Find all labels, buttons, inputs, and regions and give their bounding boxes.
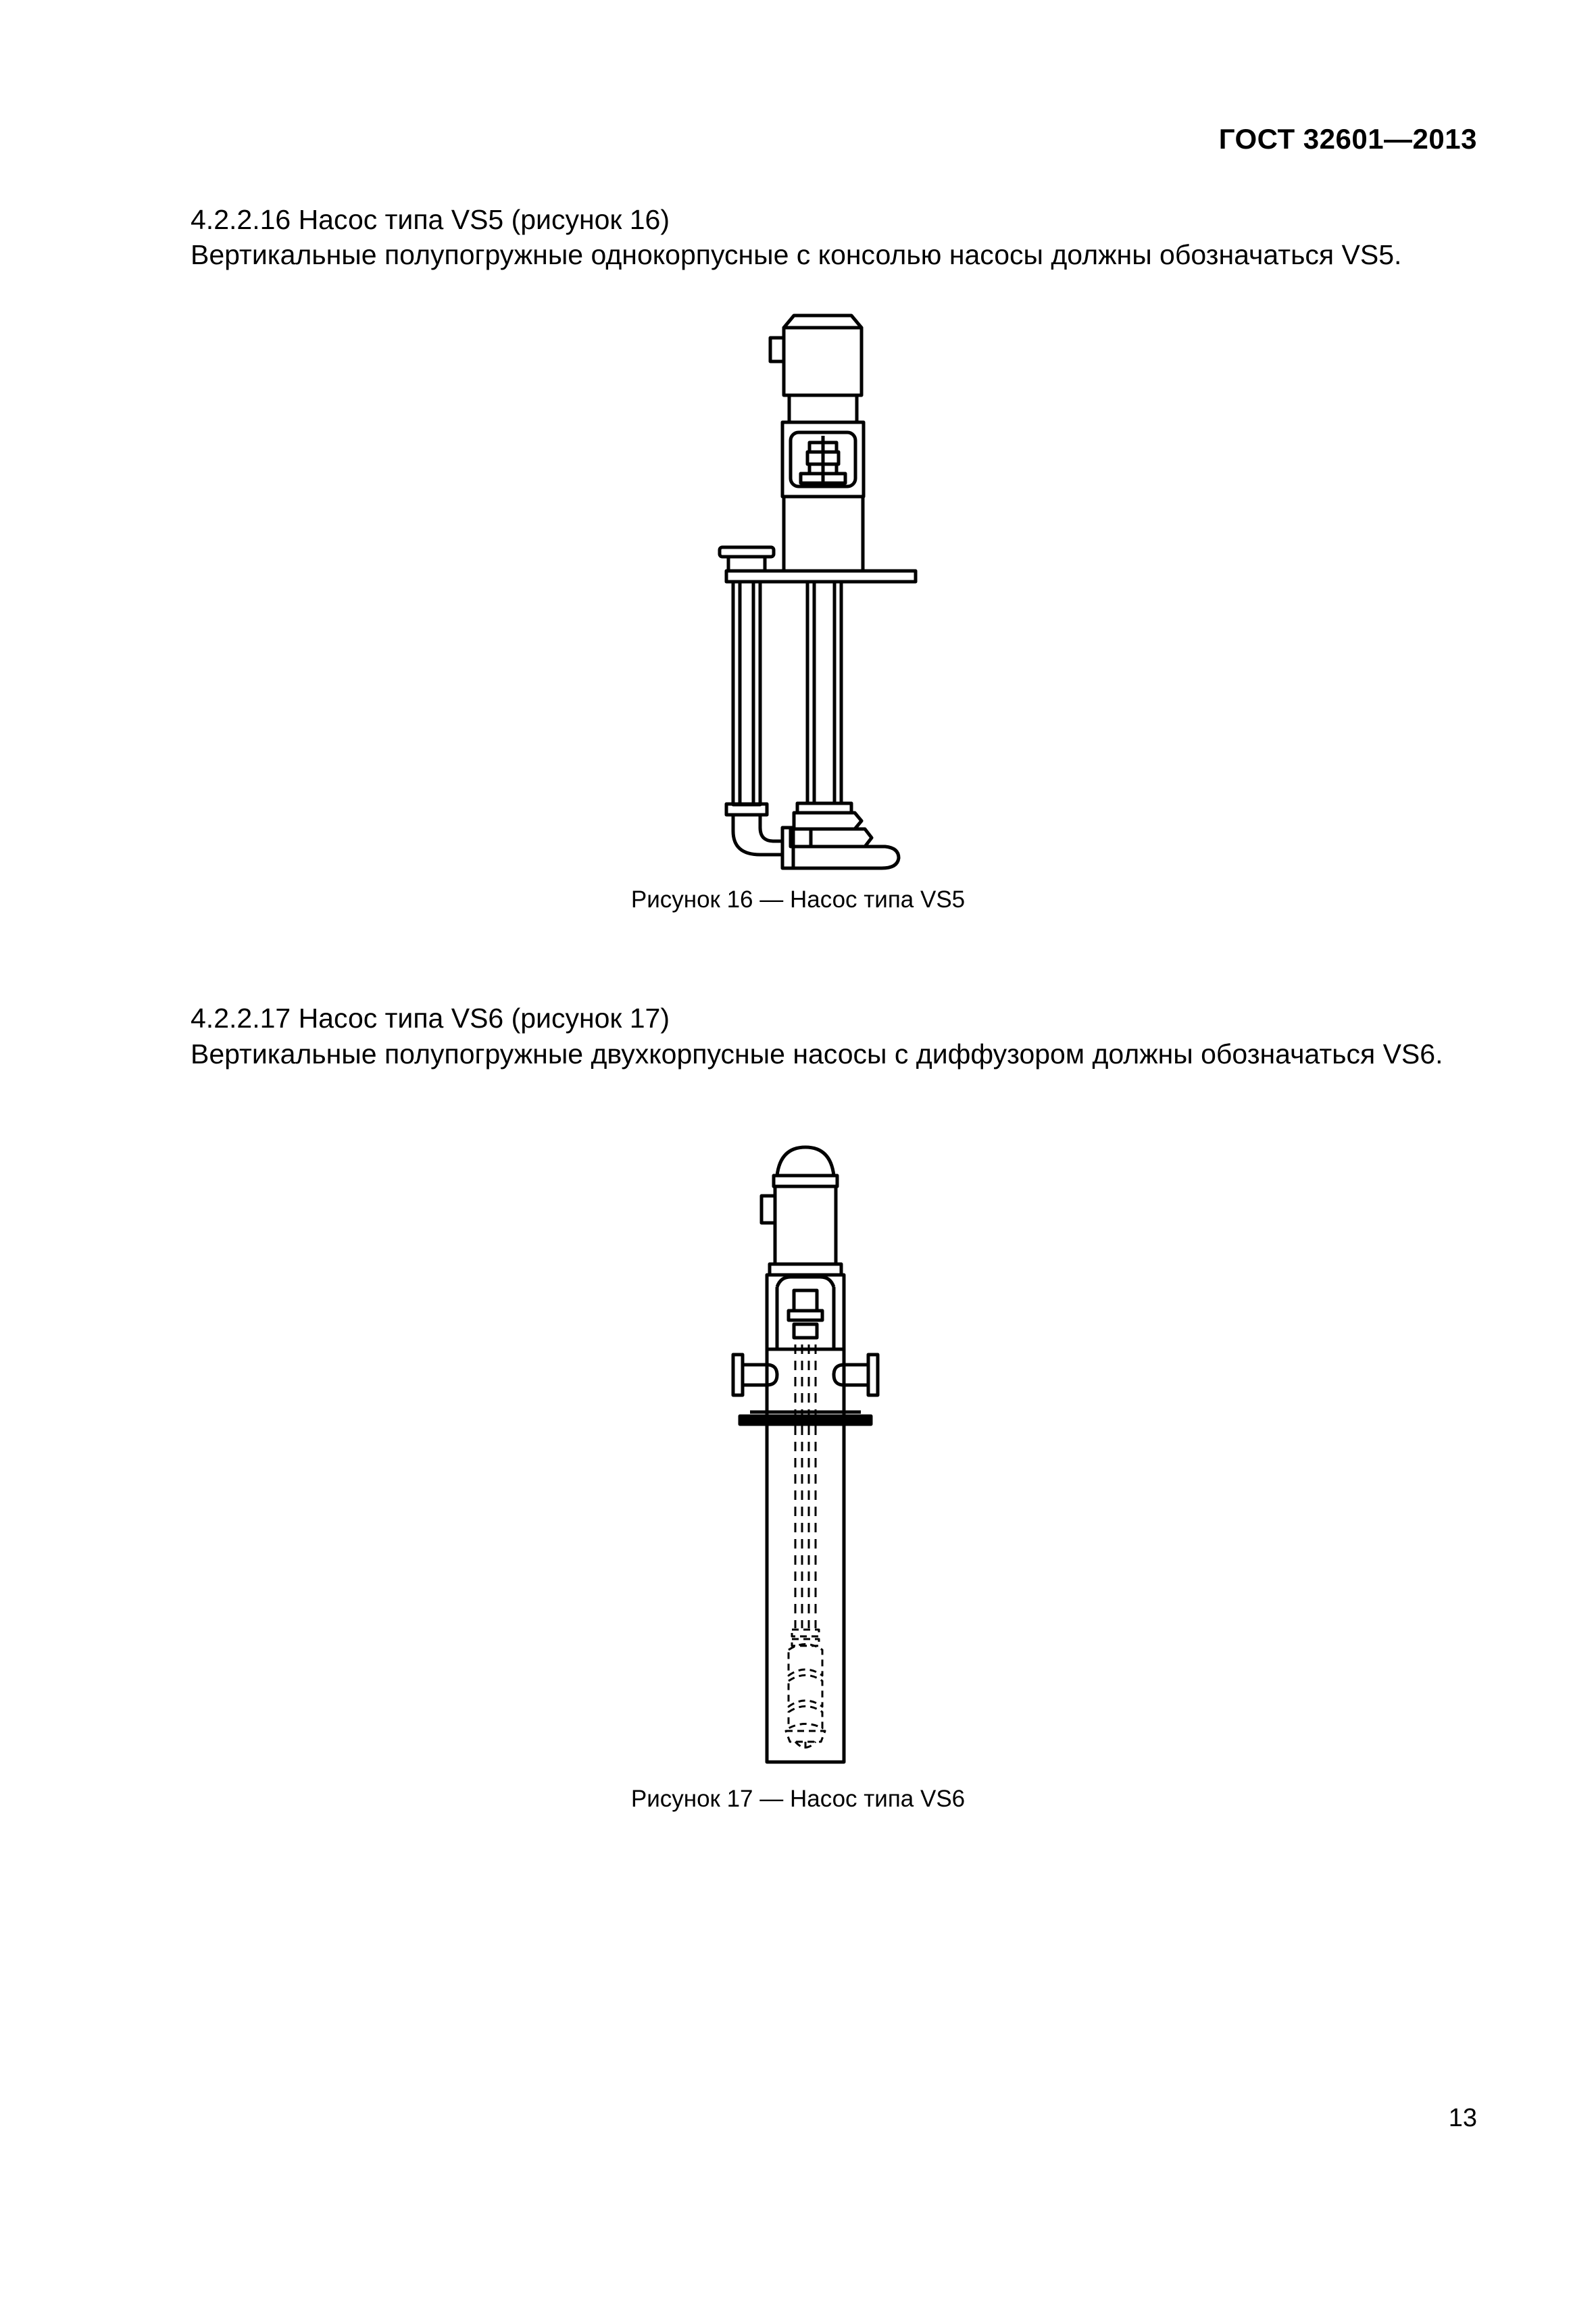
- figure-vs6-pump-drawing: [726, 1142, 889, 1770]
- motor-housing: [770, 316, 862, 422]
- figure-caption-vs5: Рисунок 16 — Насос типа VS5: [630, 886, 966, 913]
- coupling-frame: [767, 1275, 844, 1349]
- pump-casing: [791, 803, 899, 868]
- section-text-vs6: Вертикальные полупогружные двухкорпусные насосы с диффузором должны обозначаться VS6.: [191, 1038, 1443, 1070]
- page-number: 13: [1448, 2104, 1477, 2132]
- coupling-housing: [782, 422, 864, 497]
- inner-shaft: [795, 1344, 816, 1628]
- motor-body: [762, 1186, 841, 1275]
- figure-vs5-pump-drawing: [709, 307, 892, 865]
- discharge-flange: [720, 547, 774, 571]
- figure-caption-vs6: Рисунок 17 — Насос типа VS6: [630, 1786, 966, 1812]
- section-text-vs5: Вертикальные полупогружные однокорпусные с консолью насосы должны обозначаться VS5.: [191, 239, 1402, 270]
- document-code: ГОСТ 32601—2013: [1218, 123, 1477, 155]
- section-title-vs6: 4.2.2.17 Насос типа VS6 (рисунок 17): [191, 1003, 670, 1034]
- shaft-column: [807, 582, 841, 803]
- outer-column: [767, 1424, 844, 1762]
- discharge-pipe: [726, 582, 793, 868]
- bowl-stages: [786, 1630, 825, 1753]
- motor-cap: [774, 1147, 837, 1186]
- discharge-nozzle: [834, 1355, 878, 1395]
- suction-nozzle: [733, 1355, 777, 1395]
- section-title-vs5: 4.2.2.16 Насос типа VS5 (рисунок 16): [191, 204, 670, 235]
